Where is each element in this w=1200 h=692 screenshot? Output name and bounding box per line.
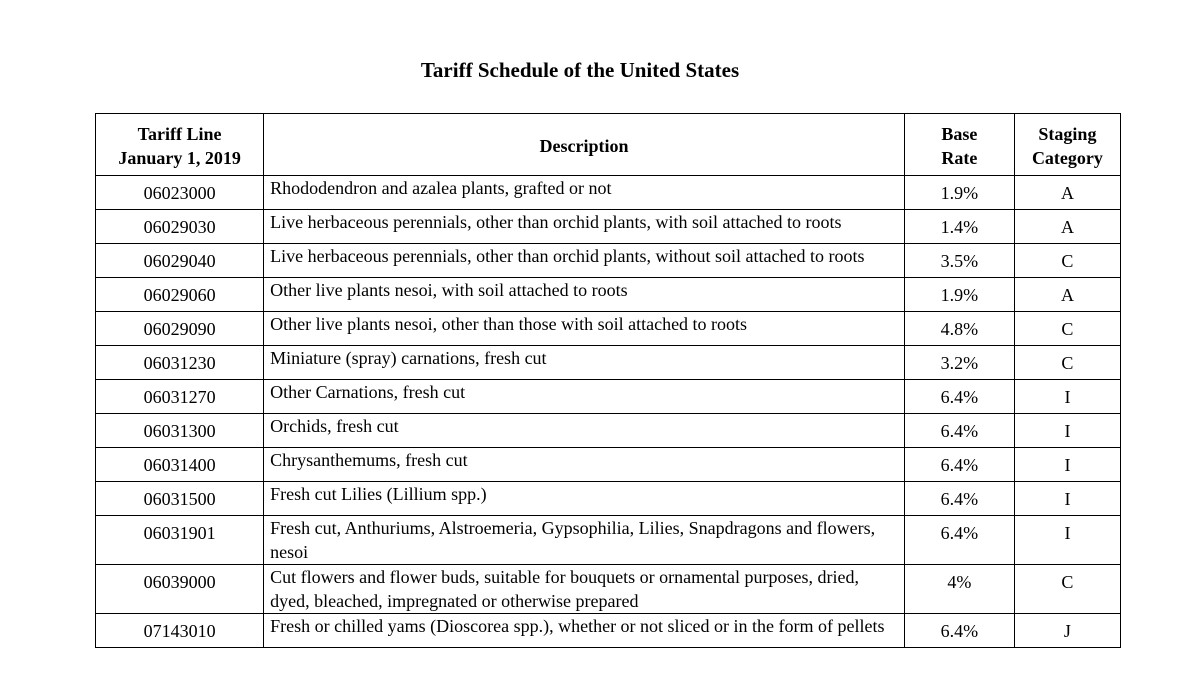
staging-category-cell: C (1014, 565, 1120, 614)
header-tariff-line-2: January 1, 2019 (118, 148, 241, 168)
description-cell: Orchids, fresh cut (264, 414, 905, 448)
table-body (96, 176, 1121, 648)
staging-category-cell: C (1014, 346, 1120, 380)
header-staging-category-1: Staging (1038, 124, 1097, 144)
tariff-code-cell: 07143010 (96, 614, 264, 648)
table-row (96, 565, 1121, 614)
base-rate-cell: 6.4% (904, 414, 1014, 448)
table-row (96, 278, 1121, 312)
table-row (96, 176, 1121, 210)
staging-category-cell: A (1014, 210, 1120, 244)
staging-category-cell: A (1014, 278, 1120, 312)
tariff-code-cell: 06029090 (96, 312, 264, 346)
tariff-code-cell: 06031901 (96, 516, 264, 565)
staging-category-cell: C (1014, 244, 1120, 278)
table-row (96, 614, 1121, 648)
document-title: Tariff Schedule of the United States (420, 58, 740, 82)
tariff-code-cell: 06029030 (96, 210, 264, 244)
table-row (96, 244, 1121, 278)
staging-category-cell: C (1014, 312, 1120, 346)
table-row (96, 482, 1121, 516)
table-row (96, 346, 1121, 380)
staging-category-cell: I (1014, 516, 1120, 565)
staging-category-cell: J (1014, 614, 1120, 648)
tariff-code-cell: 06031300 (96, 414, 264, 448)
header-base-rate (904, 114, 1014, 176)
header-row (96, 114, 1121, 176)
base-rate-cell: 6.4% (904, 380, 1014, 414)
description-cell: Fresh or chilled yams (Dioscorea spp.), whether or not sliced or in the form of pellets (264, 614, 905, 648)
tariff-code-cell: 06031400 (96, 448, 264, 482)
tariff-table (95, 113, 1121, 648)
header-staging-category-2: Category (1031, 148, 1103, 168)
table-header (96, 114, 1121, 176)
base-rate-cell: 6.4% (904, 516, 1014, 565)
base-rate-cell: 6.4% (904, 482, 1014, 516)
table-row (96, 414, 1121, 448)
header-tariff-line-1: Tariff Line (137, 124, 222, 144)
description-cell: Live herbaceous perennials, other than orchid plants, with soil attached to roots (264, 210, 905, 244)
tariff-code-cell: 06023000 (96, 176, 264, 210)
base-rate-cell: 6.4% (904, 614, 1014, 648)
description-cell: Cut flowers and flower buds, suitable for bouquets or ornamental purposes, dried, dyed, bleached, impregnated or otherwise prepared (264, 565, 905, 614)
description-cell: Miniature (spray) carnations, fresh cut (264, 346, 905, 380)
staging-category-cell: A (1014, 176, 1120, 210)
description-cell: Rhododendron and azalea plants, grafted or not (264, 176, 905, 210)
tariff-code-cell: 06029060 (96, 278, 264, 312)
description-cell: Fresh cut Lilies (Lillium spp.) (264, 482, 905, 516)
staging-category-cell: I (1014, 448, 1120, 482)
tariff-code-cell: 06031230 (96, 346, 264, 380)
base-rate-cell: 3.2% (904, 346, 1014, 380)
table-row (96, 210, 1121, 244)
description-cell: Fresh cut, Anthuriums, Alstroemeria, Gypsophilia, Lilies, Snapdragons and flowers, nesoi (264, 516, 905, 565)
base-rate-cell: 4.8% (904, 312, 1014, 346)
tariff-code-cell: 06039000 (96, 565, 264, 614)
base-rate-cell: 1.4% (904, 210, 1014, 244)
base-rate-cell: 6.4% (904, 448, 1014, 482)
staging-category-cell: I (1014, 380, 1120, 414)
description-cell: Other live plants nesoi, other than those with soil attached to roots (264, 312, 905, 346)
staging-category-cell: I (1014, 482, 1120, 516)
table-row (96, 380, 1121, 414)
header-base-rate-1: Base (941, 124, 978, 144)
base-rate-cell: 4% (904, 565, 1014, 614)
base-rate-cell: 1.9% (904, 176, 1014, 210)
table-row (96, 312, 1121, 346)
staging-category-cell: I (1014, 414, 1120, 448)
header-base-rate-2: Rate (941, 148, 978, 168)
description-cell: Chrysanthemums, fresh cut (264, 448, 905, 482)
table-row (96, 448, 1121, 482)
header-description: Description (264, 114, 905, 176)
tariff-code-cell: 06031500 (96, 482, 264, 516)
header-tariff-line (96, 114, 264, 176)
description-cell: Live herbaceous perennials, other than orchid plants, without soil attached to roots (264, 244, 905, 278)
base-rate-cell: 3.5% (904, 244, 1014, 278)
base-rate-cell: 1.9% (904, 278, 1014, 312)
header-staging-category (1014, 114, 1120, 176)
tariff-code-cell: 06029040 (96, 244, 264, 278)
tariff-code-cell: 06031270 (96, 380, 264, 414)
description-cell: Other live plants nesoi, with soil attached to roots (264, 278, 905, 312)
description-cell: Other Carnations, fresh cut (264, 380, 905, 414)
table-row (96, 516, 1121, 565)
